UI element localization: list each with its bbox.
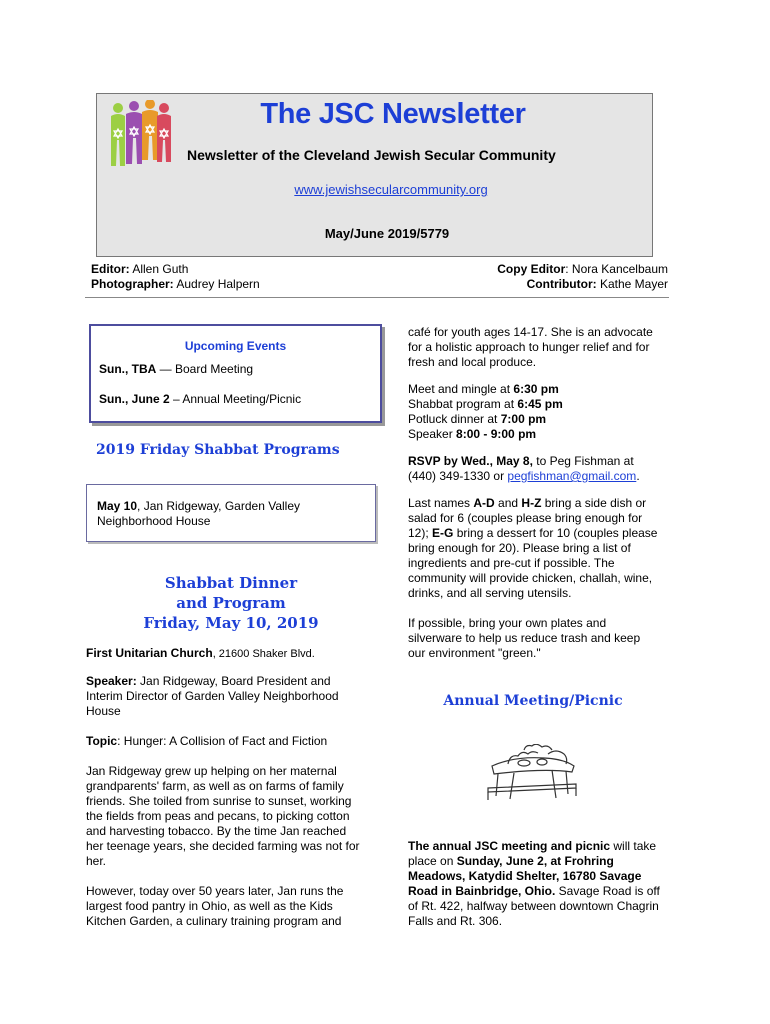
photographer-label: Photographer: (91, 277, 174, 291)
program-date: May 10 (97, 499, 138, 513)
event-date: Sun., June 2 (99, 392, 170, 406)
venue-address: , 21600 Shaker Blvd. (212, 648, 315, 660)
event-text: – Annual Meeting/Picnic (169, 392, 302, 406)
speaker-label: Speaker: (86, 674, 137, 688)
rsvp-deadline: RSVP by Wed., May 8, (408, 454, 533, 468)
copy-editor-label: Copy Editor (497, 262, 566, 276)
picnic-heading: Annual Meeting/Picnic (443, 693, 623, 709)
dinner-heading-line: Shabbat Dinner (164, 574, 298, 592)
dinner-heading (86, 573, 376, 633)
topic-label: Topic (86, 734, 118, 748)
event-item (99, 392, 301, 406)
shabbat-programs-heading: 2019 Friday Shabbat Programs (96, 442, 340, 458)
dish-text: bring a side dish or salad for 6 (couples please bring enough for 12); (408, 496, 647, 540)
speaker-text: Jan Ridgeway, Board President and Interim Director of Garden Valley Neighborhood House (86, 674, 339, 718)
picnic-table-image (484, 744, 580, 804)
picnic-details (408, 839, 660, 929)
schedule-time: 6:45 pm (517, 397, 563, 411)
picnic-location: Sunday, June 2, at Frohring Meadows, Katydid Shelter, 16780 Savage Road in Bainbridge, Ohio. (408, 854, 642, 898)
newsletter-subtitle: Newsletter of the Cleveland Jewish Secular Community (187, 147, 556, 163)
schedule-label: Speaker (408, 427, 457, 441)
event-date: Sun., TBA (99, 362, 157, 376)
credits-right (497, 262, 668, 292)
dish-text: bring a dessert for 10 (couples please bring enough for 20). Please bring a list of ingredients and pre-cut if possible. The community will provide chicken, challah, wine, drinks, and all serving utensils. (408, 526, 658, 600)
rsvp-text: to Peg Fishman at (440) 349-1330 or (408, 454, 634, 483)
dish-text: and (494, 496, 522, 510)
newsletter-title: The JSC Newsletter (260, 98, 526, 130)
rsvp (408, 454, 660, 484)
rsvp-email-link[interactable]: pegfishman@gmail.com (507, 469, 637, 483)
program-text: , Jan Ridgeway, Garden Valley Neighborhood House (97, 499, 301, 528)
plates-note: If possible, bring your own plates and silverware to help us reduce trash and keep our environment "green." (408, 616, 641, 660)
contributor-label: Contributor: (526, 277, 597, 291)
event-text: — Board Meeting (156, 362, 254, 376)
schedule-time: 6:30 pm (513, 382, 559, 396)
schedule-time: 7:00 pm (500, 412, 547, 426)
dish-group: A-D (473, 496, 495, 510)
dinner-heading-line: Friday, May 10, 2019 (143, 614, 319, 632)
editor-name: Allen Guth (129, 262, 189, 276)
right-column (408, 325, 660, 661)
shabbat-programs-box (86, 484, 376, 542)
potluck-instructions (408, 496, 660, 601)
picnic-directions: Savage Road is off of Rt. 422, halfway between downtown Chagrin Falls and Rt. 306. (408, 884, 660, 928)
program-item (97, 499, 347, 529)
divider (85, 297, 669, 298)
dinner-details (86, 646, 366, 929)
speaker-bio-cont: However, today over 50 years later, Jan runs the largest food pantry in Ohio, as well as the Kids Kitchen Garden, a culinary training program and (86, 884, 344, 928)
bio-continued: café for youth ages 14-17. She is an advocate for a holistic approach to hunger relief and for fresh and local produce. (408, 325, 653, 369)
schedule-label: Shabbat program at (408, 397, 518, 411)
picnic-text: will take place on (408, 839, 657, 868)
dish-group: E-G (432, 526, 454, 540)
website-link[interactable]: www.jewishsecularcommunity.org (294, 182, 488, 197)
event-item (99, 362, 253, 376)
dish-group: H-Z (521, 496, 542, 510)
rsvp-end: . (636, 469, 640, 483)
schedule (408, 382, 660, 442)
issue-date: May/June 2019/5779 (324, 226, 450, 241)
editor-label: Editor: (91, 262, 130, 276)
venue-name: First Unitarian Church (86, 646, 213, 660)
copy-editor-name: : Nora Kancelbaum (565, 262, 668, 276)
speaker-bio: Jan Ridgeway grew up helping on her maternal grandparents' farm, as well as on farms of family friends. She toiled from sunrise to sunset, working the fields from peas and pecans, to picking cotton and harvesting tobacco. By the time Jan reached her teenage years, she decided farming was not for her. (86, 764, 360, 868)
upcoming-events-box (89, 324, 382, 423)
dish-text: Last names (408, 496, 474, 510)
schedule-label: Potluck dinner at (408, 412, 501, 426)
schedule-label: Meet and mingle at (408, 382, 514, 396)
schedule-time: 8:00 - 9:00 pm (456, 427, 537, 441)
upcoming-events-heading: Upcoming Events (184, 339, 287, 353)
topic-text: : Hunger: A Collision of Fact and Fiction (117, 734, 328, 748)
photographer-name: Audrey Halpern (173, 277, 260, 291)
credits-left (91, 262, 260, 292)
contributor-name: Kathe Mayer (596, 277, 668, 291)
picnic-lead: The annual JSC meeting and picnic (408, 839, 611, 853)
dinner-heading-line: and Program (176, 594, 286, 612)
